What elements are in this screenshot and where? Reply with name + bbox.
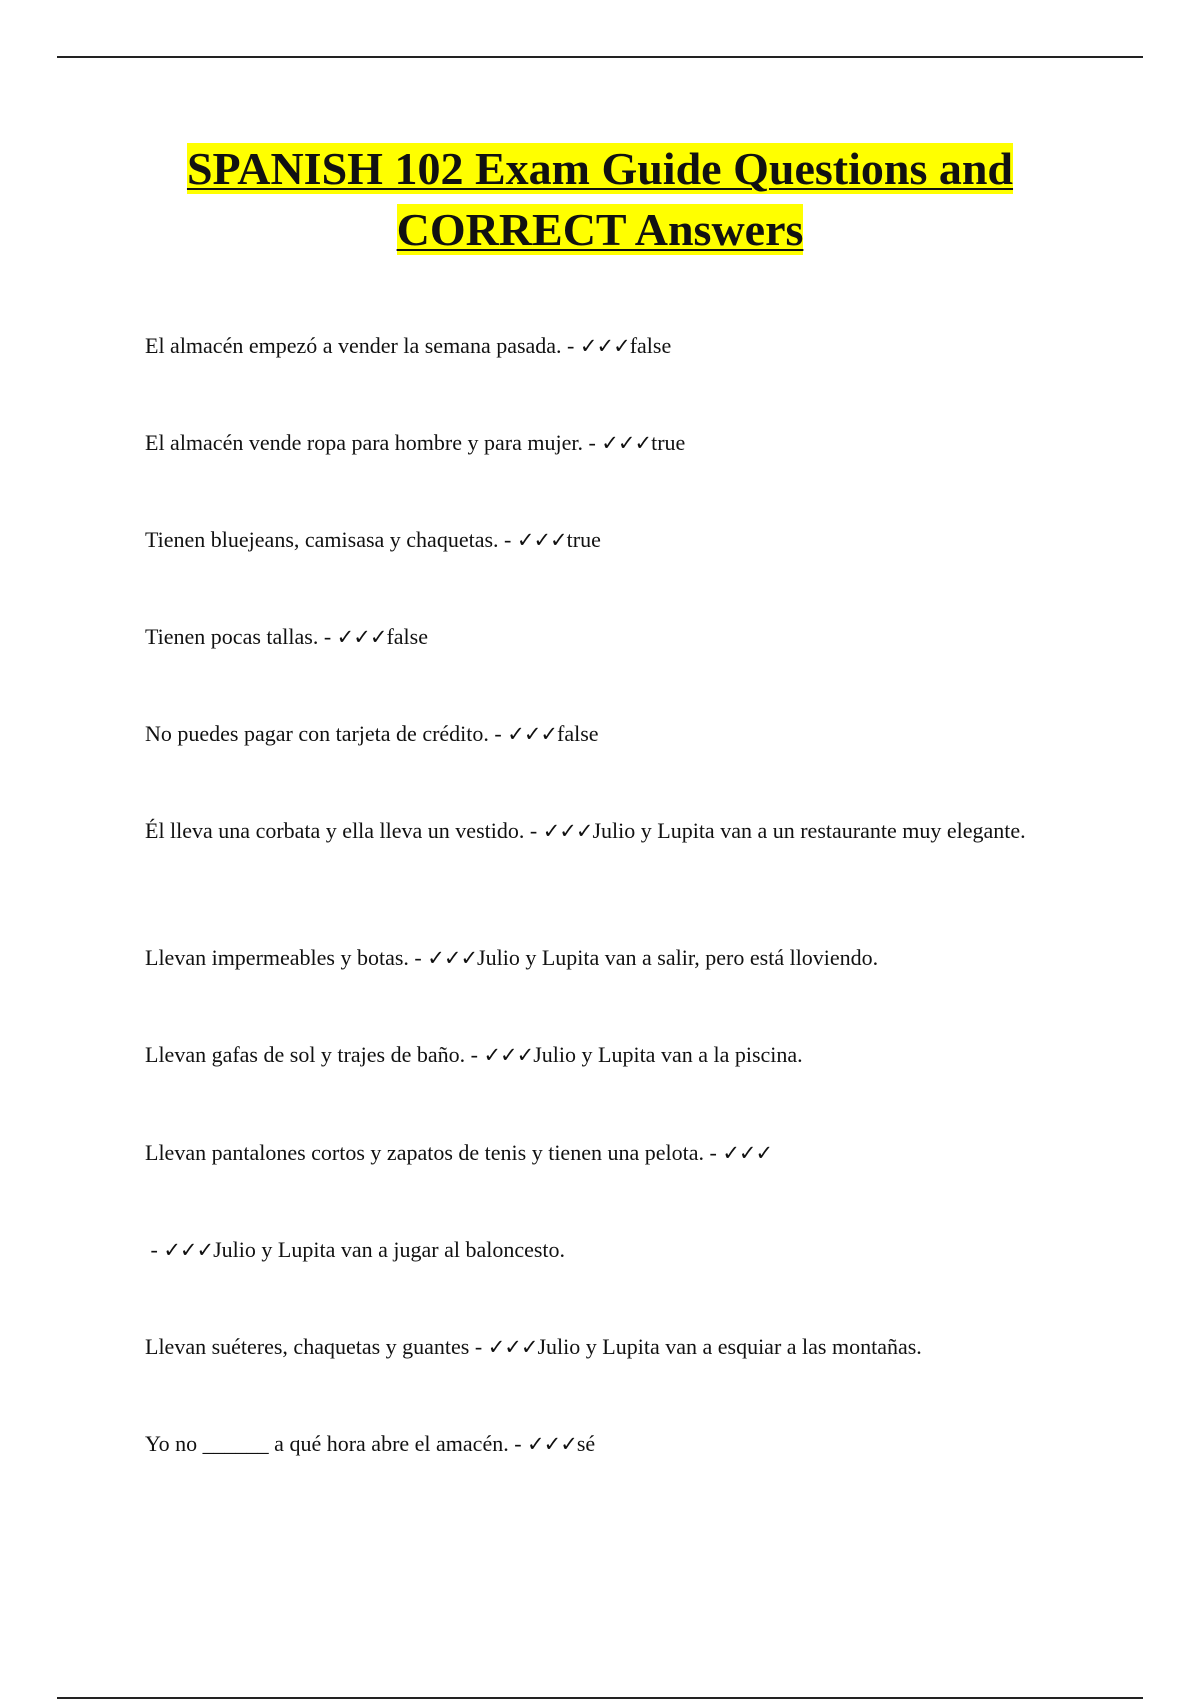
- qa-item: [145, 427, 1045, 459]
- checkmark-icon: ✓✓✓: [542, 819, 593, 843]
- bottom-rule: [57, 1697, 1143, 1699]
- answer-text: Julio y Lupita van a salir, pero está lloviendo.: [477, 945, 879, 970]
- checkmark-icon: ✓✓✓: [336, 625, 387, 649]
- top-rule: [57, 56, 1143, 58]
- question-text: Él lleva una corbata y ella lleva un vestido. -: [145, 818, 543, 843]
- question-text: -: [145, 1237, 164, 1262]
- qa-item: [145, 1428, 1045, 1460]
- qa-item: [145, 718, 1045, 750]
- answer-text: Julio y Lupita van a esquiar a las montañas.: [537, 1334, 922, 1359]
- question-text: Llevan gafas de sol y trajes de baño. -: [145, 1042, 484, 1067]
- qa-item: [145, 1331, 1045, 1363]
- checkmark-icon: ✓✓✓: [483, 1043, 534, 1067]
- checkmark-icon: ✓✓✓: [427, 946, 478, 970]
- title-line-2: CORRECT Answers: [396, 204, 804, 255]
- answer-text: true: [651, 430, 686, 455]
- qa-item: [145, 621, 1045, 653]
- question-text: Tienen pocas tallas. -: [145, 624, 337, 649]
- checkmark-icon: ✓✓✓: [163, 1238, 214, 1262]
- question-text: Yo no ______ a qué hora abre el amacén. -: [145, 1431, 528, 1456]
- qa-item: [145, 524, 1045, 556]
- question-text: Llevan pantalones cortos y zapatos de tenis y tienen una pelota. -: [145, 1140, 723, 1165]
- checkmark-icon: ✓✓✓: [507, 722, 558, 746]
- question-text: No puedes pagar con tarjeta de crédito. -: [145, 721, 508, 746]
- qa-item: [145, 942, 1045, 974]
- qa-item: [145, 815, 1045, 847]
- question-text: El almacén vende ropa para hombre y para mujer. -: [145, 430, 602, 455]
- checkmark-icon: ✓✓✓: [601, 431, 652, 455]
- checkmark-icon: ✓✓✓: [487, 1335, 538, 1359]
- checkmark-icon: ✓✓✓: [527, 1432, 577, 1456]
- answer-text: sé: [576, 1431, 596, 1456]
- answer-text: true: [566, 527, 601, 552]
- qa-item: [145, 1039, 1045, 1071]
- question-text: Llevan suéteres, chaquetas y guantes -: [145, 1334, 488, 1359]
- answer-text: false: [629, 333, 672, 358]
- answer-text: false: [557, 721, 599, 746]
- answer-text: Julio y Lupita van a la piscina.: [533, 1042, 803, 1067]
- title-line-1: SPANISH 102 Exam Guide Questions and: [186, 143, 1014, 194]
- question-text: El almacén empezó a vender la semana pasada. -: [145, 333, 580, 358]
- checkmark-icon: ✓✓✓: [722, 1141, 773, 1165]
- question-text: Tienen bluejeans, camisasa y chaquetas. -: [145, 527, 517, 552]
- question-text: Llevan impermeables y botas. -: [145, 945, 428, 970]
- qa-item: [145, 1137, 1045, 1169]
- document-title: [100, 138, 1100, 260]
- checkmark-icon: ✓✓✓: [579, 334, 630, 358]
- answer-text: Julio y Lupita van a un restaurante muy elegante.: [592, 818, 1026, 843]
- checkmark-icon: ✓✓✓: [516, 528, 567, 552]
- answer-text: Julio y Lupita van a jugar al baloncesto.: [213, 1237, 566, 1262]
- answer-text: false: [386, 624, 428, 649]
- qa-item: [145, 1234, 1045, 1266]
- qa-item: [145, 330, 1045, 362]
